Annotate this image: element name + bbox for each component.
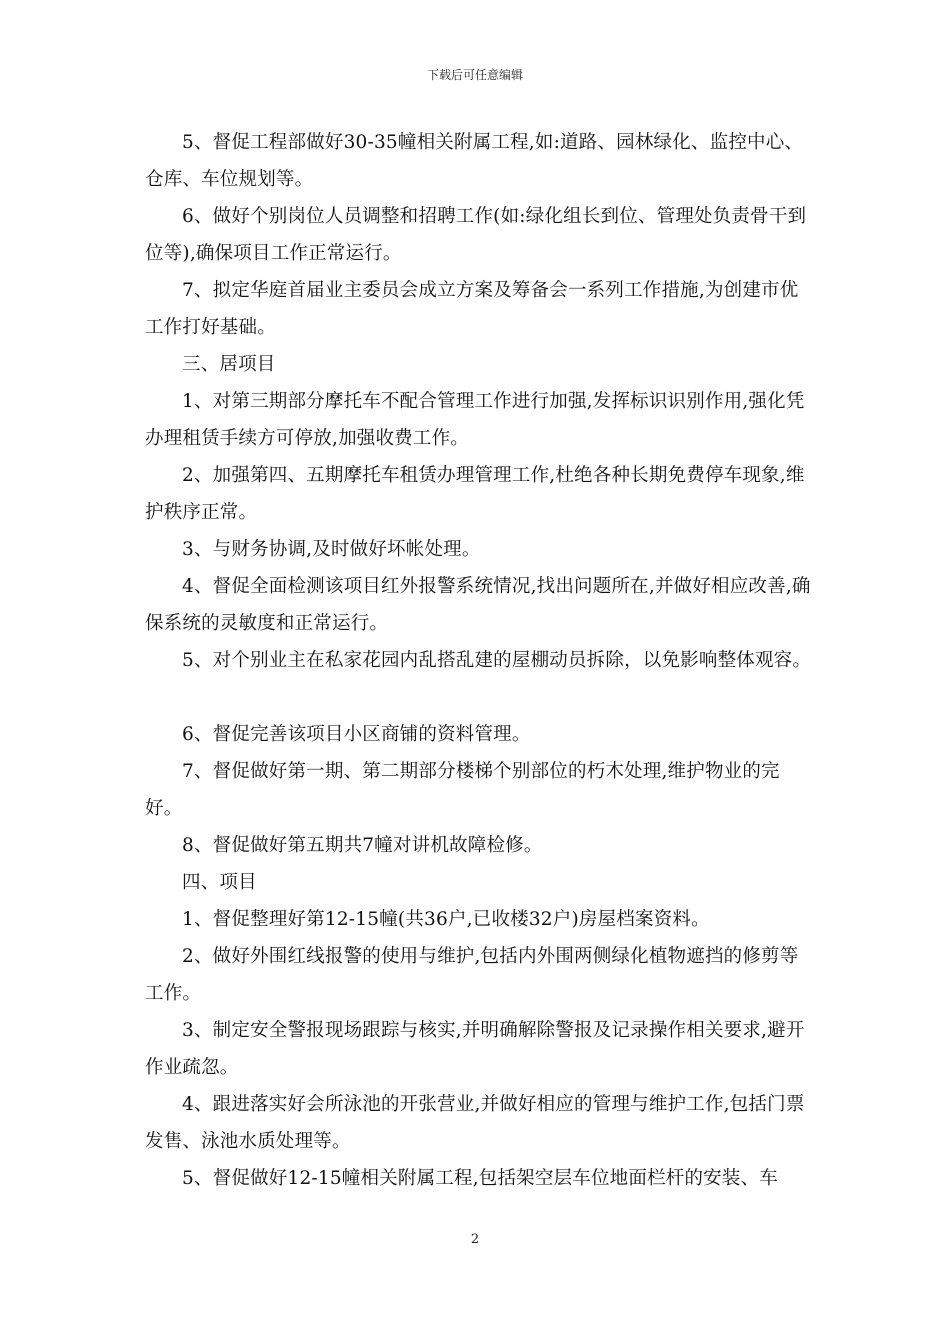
paragraph-7: 4、督促全面检测该项目红外报警系统情况,找出问题所在,并做好相应改善,确保系统的灵敏度和正常运行。 xyxy=(145,576,811,634)
paragraph-4: 1、对第三期部分摩托车不配合管理工作进行加强,发挥标识识别作用,强化凭办理租赁手续方可停放,加强收费工作。 xyxy=(145,391,805,449)
paragraph-3: 7、拟定华庭首届业主委员会成立方案及筹备会一系列工作措施,为创建市优工作打好基础。 xyxy=(145,280,799,338)
paragraph-10: 7、督促做好第一期、第二期部分楼梯个别部位的朽木处理,维护物业的完好。 xyxy=(145,761,780,819)
paragraph-2: 6、做好个别岗位人员调整和招聘工作(如:绿化组长到位、管理处负责骨干到位等),确保项目工作正常运行。 xyxy=(145,206,807,264)
page-number: 2 xyxy=(470,1232,480,1247)
paragraph-9: 6、督促完善该项目小区商铺的资料管理。 xyxy=(182,724,531,745)
paragraph-15: 4、跟进落实好会所泳池的开张营业,并做好相应的管理与维护工作,包括门票发售、泳池水质处理等。 xyxy=(145,1094,805,1152)
paragraph-16: 5、督促做好12-15幢相关附属工程,包括架空层车位地面栏杆的安装、车 xyxy=(182,1168,778,1189)
paragraph-6: 3、与财务协调,及时做好坏帐处理。 xyxy=(182,539,481,560)
document-body xyxy=(145,124,817,1197)
paragraph-11: 8、督促做好第五期共7幢对讲机故障检修。 xyxy=(182,835,543,856)
paragraph-12: 1、督促整理好第12-15幢(共36户,已收楼32户)房屋档案资料。 xyxy=(182,909,710,930)
paragraph-8: 5、对个别业主在私家花园内乱搭乱建的屋棚动员拆除，以免影响整体观容。 xyxy=(182,650,812,671)
paragraph-5: 2、加强第四、五期摩托车租赁办理管理工作,杜绝各种长期免费停车现象,维护秩序正常。 xyxy=(145,465,805,523)
paragraph-14: 3、制定安全警报现场跟踪与核实,并明确解除警报及记录操作相关要求,避开作业疏忽。 xyxy=(145,1020,805,1078)
paragraph-13: 2、做好外围红线报警的使用与维护,包括内外围两侧绿化植物遮挡的修剪等工作。 xyxy=(145,946,799,1004)
blank-line xyxy=(145,679,817,716)
page-header: 下载后可任意编辑 xyxy=(426,68,523,82)
section-heading-4: 四、项目 xyxy=(182,872,257,893)
paragraph-1: 5、督促工程部做好30-35幢相关附属工程,如:道路、园林绿化、监控中心、仓库、车位规划等。 xyxy=(145,132,804,190)
section-heading-3: 三、居项目 xyxy=(182,354,276,375)
